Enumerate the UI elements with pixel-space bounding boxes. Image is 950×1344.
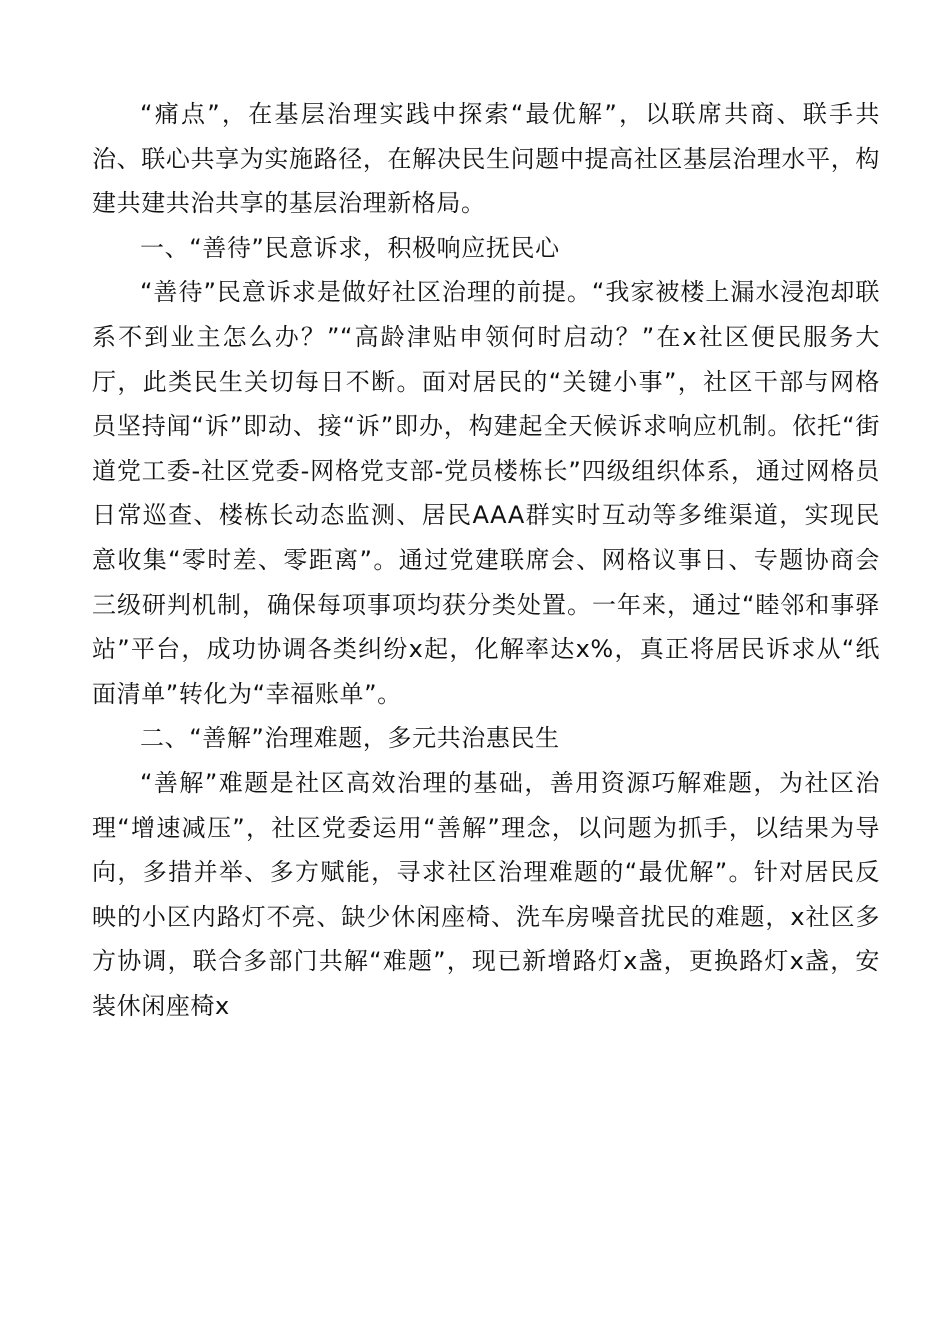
paragraph-section-2: “善解”难题是社区高效治理的基础，善用资源巧解难题，为社区治理“增速减压”，社区党委运用“善解”理念，以问题为抓手，以结果为导向，多措并举、多方赋能，寻求社区治理难题的“最优解”。针对居民反映的小区内路灯不亮、缺少休闲座椅、洗车房噪音扰民的难题，x社区多方协调，联合多部门共解“难题”，现已新增路灯x盏，更换路灯x盏，安装休闲座椅x (92, 768, 880, 1020)
paragraph-section-1: “善待”民意诉求是做好社区治理的前提。“我家被楼上漏水浸泡却联系不到业主怎么办？”“高龄津贴申领何时启动？”在x社区便民服务大厅，此类民生关切每日不断。面对居民的“关键小事”，社区干部与网格员坚持闻“诉”即动、接“诉”即办，构建起全天候诉求响应机制。依托“街道党工委-社区党委-网格党支部-党员楼栋长”四级组织体系，通过网格员日常巡查、楼栋长动态监测、居民AAA群实时互动等多维渠道，实现民意收集“零时差、零距离”。通过党建联席会、网格议事日、专题协商会三级研判机制，确保每项事项均获分类处置。一年来，通过“睦邻和事驿站”平台，成功协调各类纠纷x起，化解率达x%，真正将居民诉求从“纸面清单”转化为“幸福账单”。 (92, 278, 880, 708)
section-heading-2: 二、“善解”治理难题，多元共治惠民生 (140, 724, 560, 753)
paragraph-intro-continuation: “痛点”，在基层治理实践中探索“最优解”，以联席共商、联手共治、联心共享为实施路径，在解决民生问题中提高社区基层治理水平，构建共建共治共享的基层治理新格局。 (92, 100, 880, 218)
section-heading-1: 一、“善待”民意诉求，积极响应抚民心 (140, 233, 560, 262)
